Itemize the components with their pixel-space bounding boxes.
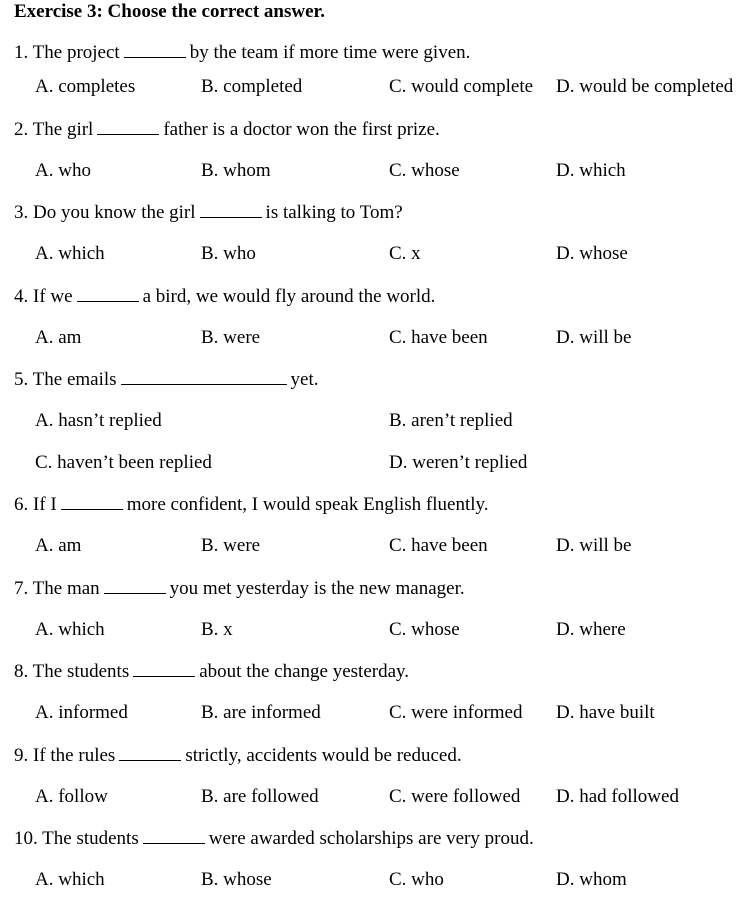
question-1-blank — [124, 39, 186, 58]
question-10-options — [0, 867, 736, 893]
question-8-after: about the change yesterday. — [199, 661, 410, 682]
question-7-after: you met yesterday is the new manager. — [169, 578, 465, 599]
question-8-option-b[interactable]: B. are informed — [201, 702, 321, 723]
question-7-option-a[interactable]: A. which — [35, 619, 105, 640]
question-6 — [0, 491, 736, 517]
question-6-option-b[interactable]: B. were — [201, 535, 261, 556]
question-2 — [0, 116, 736, 142]
question-8-before: 8. The students — [14, 661, 130, 682]
question-10-blank — [143, 825, 205, 844]
question-5-blank — [121, 366, 287, 385]
question-4-option-d[interactable]: D. will be — [556, 327, 632, 348]
question-8-options — [0, 700, 736, 726]
question-3-after: is talking to Tom? — [265, 202, 403, 223]
question-5-options-row-2 — [0, 450, 736, 476]
question-2-options — [0, 158, 736, 184]
question-1 — [0, 39, 736, 65]
question-9-before: 9. If the rules — [14, 745, 116, 766]
question-4-option-b[interactable]: B. were — [201, 327, 261, 348]
question-2-blank — [97, 116, 159, 135]
question-7-option-d[interactable]: D. where — [556, 619, 626, 640]
question-7 — [0, 575, 736, 601]
question-9-after: strictly, accidents would be reduced. — [185, 745, 462, 766]
question-8-option-d[interactable]: D. have built — [556, 702, 655, 723]
question-3-before: 3. Do you know the girl — [14, 202, 196, 223]
question-8-option-c[interactable]: C. were informed — [389, 702, 523, 723]
question-2-option-a[interactable]: A. who — [35, 160, 91, 181]
question-2-option-c[interactable]: C. whose — [389, 160, 460, 181]
question-7-before: 7. The man — [14, 578, 100, 599]
question-5-after: yet. — [290, 369, 319, 390]
question-1-option-d[interactable]: D. would be completed — [556, 76, 734, 97]
question-9-blank — [119, 742, 181, 761]
question-6-before: 6. If I — [14, 494, 57, 515]
question-8-option-a[interactable]: A. informed — [35, 702, 128, 723]
question-10-option-a[interactable]: A. which — [35, 869, 105, 890]
question-10-before: 10. The students — [14, 828, 139, 849]
question-1-option-c[interactable]: C. would complete — [389, 76, 534, 97]
question-9-option-a[interactable]: A. follow — [35, 786, 108, 807]
question-8-blank — [133, 658, 195, 677]
question-6-option-c[interactable]: C. have been — [389, 535, 488, 556]
question-4-after: a bird, we would fly around the world. — [142, 286, 436, 307]
question-5-before: 5. The emails — [14, 369, 117, 390]
question-5-option-d[interactable]: D. weren’t replied — [389, 452, 528, 473]
question-3-option-c[interactable]: C. x — [389, 243, 421, 264]
question-4-option-c[interactable]: C. have been — [389, 327, 488, 348]
question-6-option-a[interactable]: A. am — [35, 535, 82, 556]
question-1-options — [0, 74, 736, 100]
question-6-option-d[interactable]: D. will be — [556, 535, 632, 556]
question-5-options-row-1 — [0, 408, 736, 434]
question-7-options — [0, 617, 736, 643]
question-1-before: 1. The project — [14, 42, 120, 63]
question-1-option-a[interactable]: A. completes — [35, 76, 136, 97]
question-8 — [0, 658, 736, 684]
question-5-option-b[interactable]: B. aren’t replied — [389, 410, 513, 431]
question-7-option-c[interactable]: C. whose — [389, 619, 460, 640]
question-6-blank — [61, 491, 123, 510]
question-4 — [0, 283, 736, 309]
question-4-option-a[interactable]: A. am — [35, 327, 82, 348]
question-3-options — [0, 241, 736, 267]
question-10-option-d[interactable]: D. whom — [556, 869, 627, 890]
question-5 — [0, 366, 736, 392]
question-10 — [0, 825, 736, 851]
question-2-before: 2. The girl — [14, 119, 94, 140]
question-10-option-b[interactable]: B. whose — [201, 869, 272, 890]
question-3-option-d[interactable]: D. whose — [556, 243, 628, 264]
question-9-options — [0, 784, 736, 810]
question-6-after: more confident, I would speak English fluently. — [126, 494, 489, 515]
question-2-after: father is a doctor won the first prize. — [163, 119, 440, 140]
exercise-heading: Exercise 3: Choose the correct answer. — [14, 1, 325, 22]
question-4-blank — [77, 283, 139, 302]
question-9 — [0, 742, 736, 768]
question-3-option-a[interactable]: A. which — [35, 243, 105, 264]
question-7-option-b[interactable]: B. x — [201, 619, 233, 640]
question-3-option-b[interactable]: B. who — [201, 243, 256, 264]
question-2-option-b[interactable]: B. whom — [201, 160, 271, 181]
question-1-after: by the team if more time were given. — [189, 42, 471, 63]
question-1-option-b[interactable]: B. completed — [201, 76, 303, 97]
question-2-option-d[interactable]: D. which — [556, 160, 626, 181]
question-7-blank — [104, 575, 166, 594]
question-4-before: 4. If we — [14, 286, 73, 307]
question-9-option-d[interactable]: D. had followed — [556, 786, 679, 807]
question-4-options — [0, 325, 736, 351]
question-10-after: were awarded scholarships are very proud. — [208, 828, 534, 849]
question-10-option-c[interactable]: C. who — [389, 869, 444, 890]
question-3 — [0, 199, 736, 225]
question-9-option-b[interactable]: B. are followed — [201, 786, 319, 807]
question-9-option-c[interactable]: C. were followed — [389, 786, 521, 807]
question-5-option-c[interactable]: C. haven’t been replied — [35, 452, 212, 473]
question-3-blank — [200, 199, 262, 218]
question-5-option-a[interactable]: A. hasn’t replied — [35, 410, 162, 431]
question-6-options — [0, 533, 736, 559]
